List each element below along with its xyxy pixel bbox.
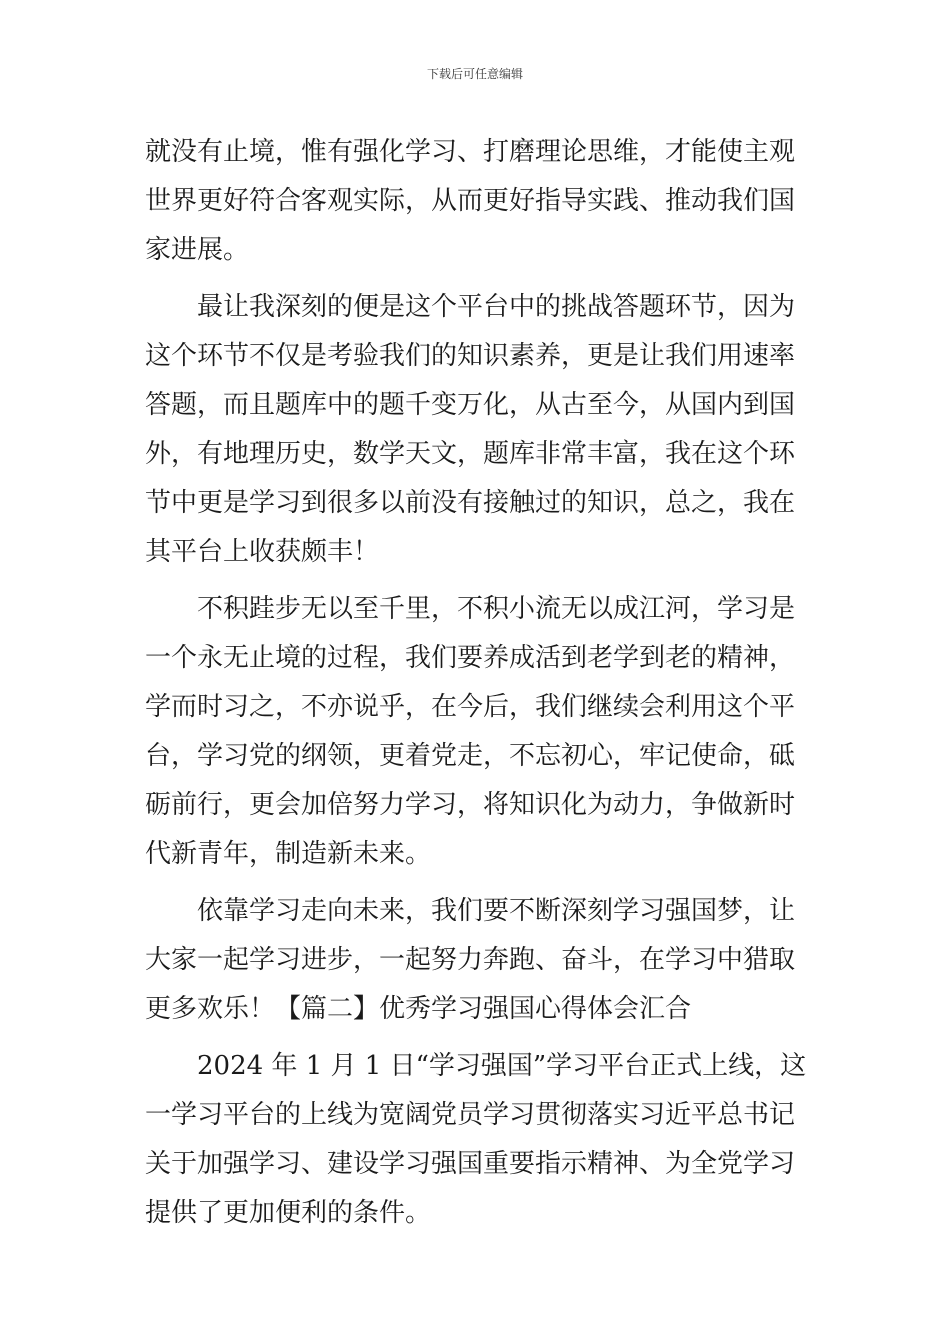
text-line: 学而时习之，不亦说乎，在今后，我们继续会利用这个平 (145, 692, 796, 722)
text-line: 一学习平台的上线为宽阔党员学习贯彻落实习近平总书记 (145, 1100, 796, 1130)
text-line: 关于加强学习、建设学习强国重要指示精神、为全党学习 (145, 1149, 796, 1179)
text-line: 不积跬步无以至千里，不积小流无以成江河，学习是 (197, 594, 796, 624)
paragraph (145, 887, 810, 1034)
paragraph (145, 128, 810, 275)
text-line: 这个环节不仅是考验我们的知识素养，更是让我们用速率 (145, 341, 796, 371)
text-line: 一个永无止境的过程，我们要养成活到老学到老的精神， (145, 643, 796, 673)
paragraph (145, 585, 810, 879)
paragraph (145, 283, 810, 577)
text-line: 砺前行，更会加倍努力学习，将知识化为动力，争做新时 (145, 790, 796, 820)
document-body (145, 128, 810, 1238)
text-line: 代新青年，制造新未来。 (145, 839, 432, 869)
text-line: 家进展。 (145, 235, 250, 265)
text-line: 外，有地理历史，数学天文，题库非常丰富，我在这个环 (145, 439, 796, 469)
text-line: 其平台上收获颇丰！ (145, 537, 380, 567)
text-line: 依靠学习走向未来，我们要不断深刻学习强国梦，让 (197, 896, 796, 926)
text-line: 世界更好符合客观实际，从而更好指导实践、推动我们国 (145, 186, 796, 216)
page-header: 下载后可任意编辑 (426, 67, 523, 81)
text-line: 更多欢乐！【篇二】优秀学习强国心得体会汇合 (145, 994, 692, 1024)
text-line: 答题，而且题库中的题千变万化，从古至今，从国内到国 (145, 390, 796, 420)
text-line: 节中更是学习到很多以前没有接触过的知识，总之，我在 (145, 488, 796, 518)
text-line: 台，学习党的纲领，更着党走，不忘初心，牢记使命，砥 (145, 741, 796, 771)
text-line: 就没有止境，惟有强化学习、打磨理论思维，才能使主观 (145, 137, 796, 167)
paragraph (145, 1042, 810, 1238)
text-line: 2024 年 1 月 1 日“学习强国”学习平台正式上线，这 (197, 1051, 807, 1081)
text-line: 提供了更加便利的条件。 (145, 1198, 432, 1228)
text-line: 最让我深刻的便是这个平台中的挑战答题环节，因为 (197, 292, 796, 322)
text-line: 大家一起学习进步，一起努力奔跑、奋斗，在学习中猎取 (145, 945, 796, 975)
